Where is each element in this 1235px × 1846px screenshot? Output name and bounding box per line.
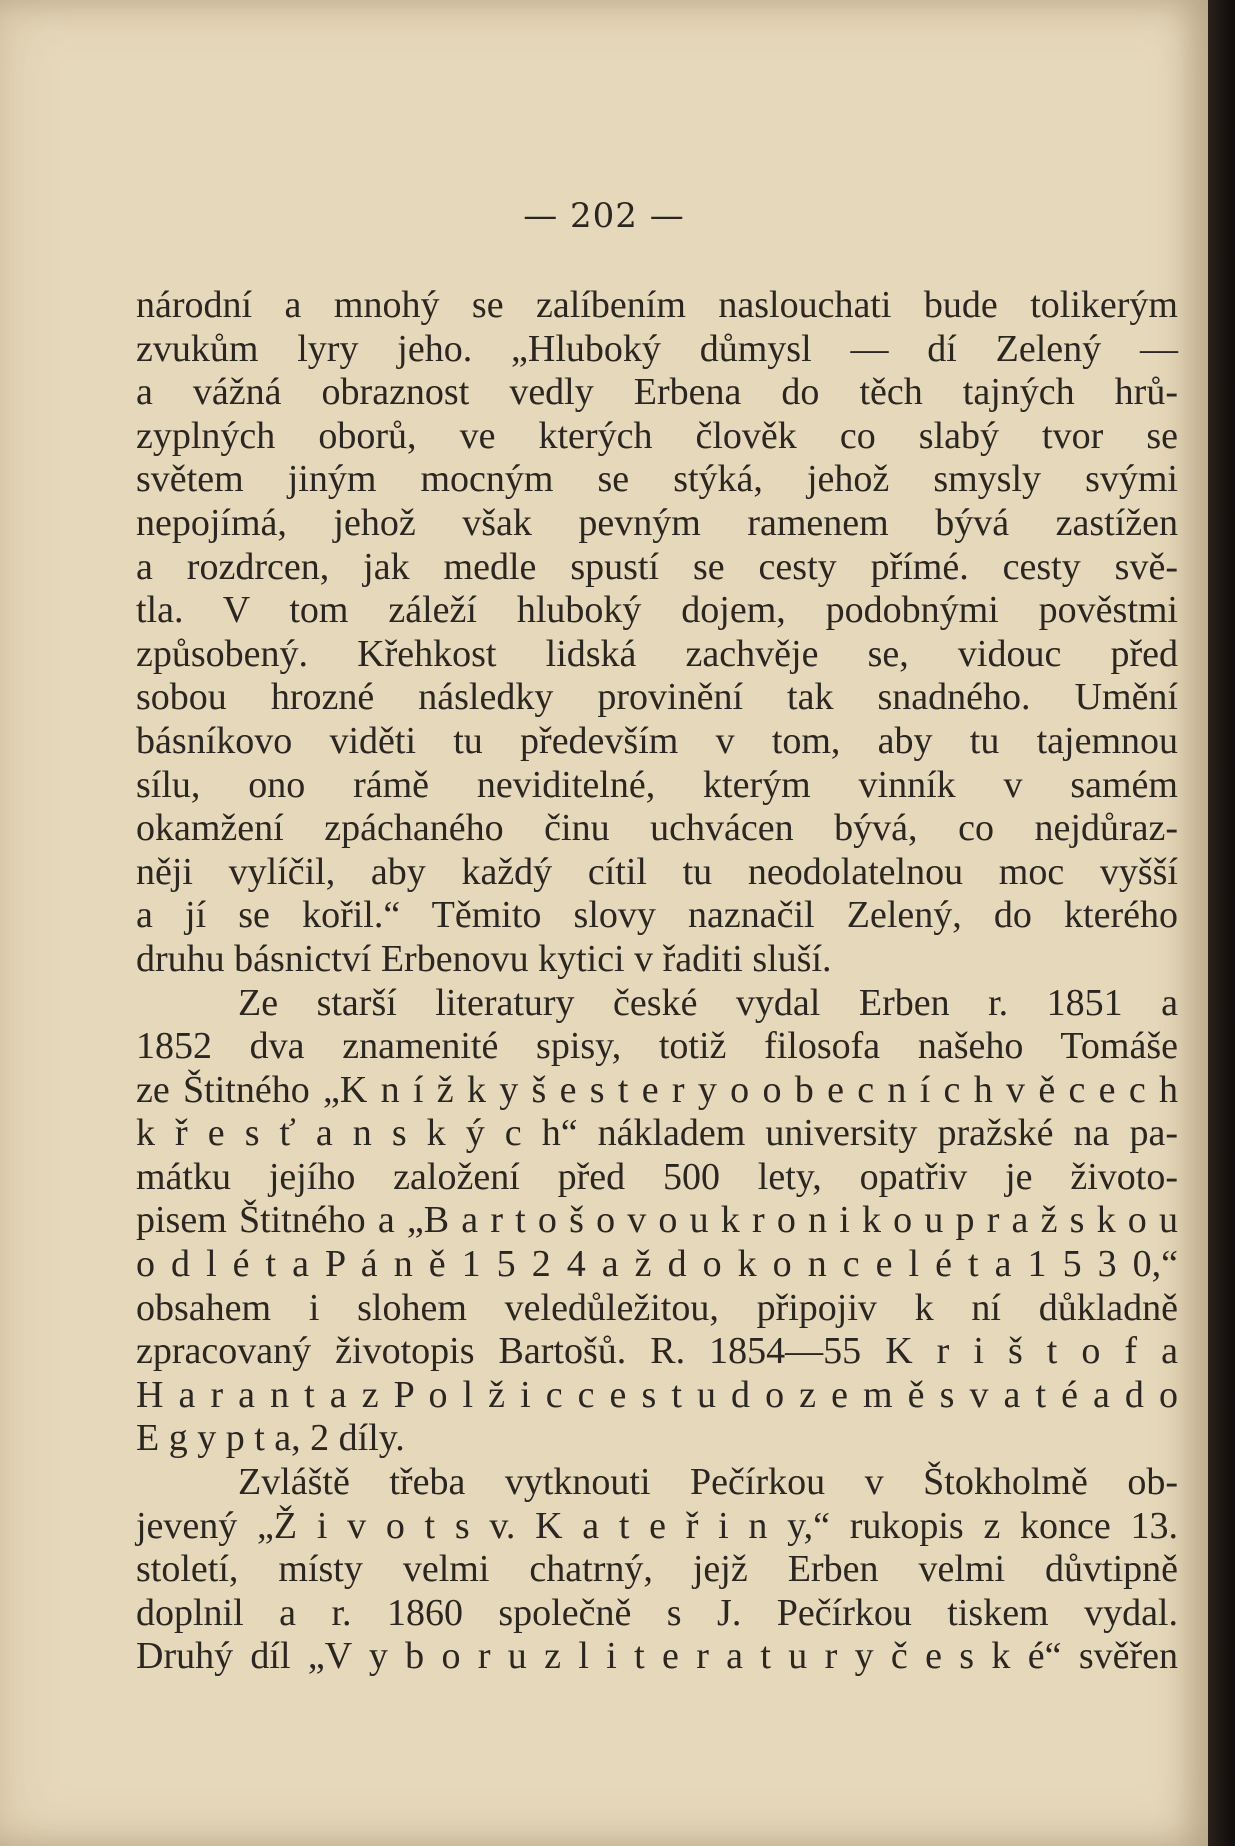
text-line: něji vylíčil, aby každý cítil tu neodolatelnou moc vyšší	[136, 850, 1178, 893]
text-line: a rozdrcen, jak medle spustí se cesty přímé. cesty svě-	[136, 545, 1178, 588]
text-line: ze Štitného „K n í ž k y š e s t e r y o o b e c n í c h v ě c e c h	[136, 1068, 1178, 1111]
text-line: a jí se kořil.“ Těmito slovy naznačil Zelený, do kterého	[136, 894, 1178, 937]
text-line: a vážná obraznost vedly Erbena do těch tajných hrů-	[136, 371, 1178, 414]
text-line: okamžení zpáchaného činu uchvácen bývá, co nejdůraz-	[136, 807, 1178, 850]
text-line: H a r a n t a z P o l ž i c c e s t u d o z e m ě s v a t é a d o	[136, 1373, 1178, 1416]
text-line: zvukům lyry jeho. „Hluboký důmysl — dí Zelený —	[136, 327, 1178, 370]
text-line: Druhý díl „V y b o r u z l i t e r a t u r y č e s k é“ svěřen	[136, 1635, 1178, 1678]
text-line: doplnil a r. 1860 společně s J. Pečírkou tiskem vydal.	[136, 1591, 1178, 1634]
text-line: sobou hrozné následky provinění tak snadného. Umění	[136, 676, 1178, 719]
text-line: způsobený. Křehkost lidská zachvěje se, vidouc před	[136, 632, 1178, 675]
text-line: k ř e s ť a n s k ý c h“ nákladem university pražské na pa-	[136, 1112, 1178, 1155]
text-line: jevený „Ž i v o t s v. K a t e ř i n y,“ rukopis z konce 13.	[136, 1504, 1178, 1547]
text-line: zpracovaný životopis Bartošů. R. 1854—55 K r i š t o f a	[136, 1330, 1178, 1373]
text-line: národní a mnohý se zalíbením naslouchati bude tolikerým	[136, 284, 1178, 326]
text-line: Zvláště třeba vytknouti Pečírkou v Štokholmě ob-	[238, 1461, 1178, 1504]
page-number: — 202 —	[523, 196, 685, 236]
text-line: básníkovo viděti tu především v tom, aby tu tajemnou	[136, 719, 1178, 762]
book-spine-edge	[1208, 0, 1235, 1846]
text-line: Ze starší literatury české vydal Erben r. 1851 a	[238, 981, 1178, 1024]
text-line: zyplných oborů, ve kterých člověk co slabý tvor se	[136, 414, 1178, 457]
text-line: E g y p t a, 2 díly.	[136, 1417, 405, 1460]
text-line: sílu, ono rámě neviditelné, kterým vinník v samém	[136, 763, 1178, 806]
text-line: nepojímá, jehož však pevným ramenem bývá zastížen	[136, 501, 1178, 544]
text-line: mátku jejího založení před 500 lety, opatřiv je životo-	[136, 1155, 1178, 1198]
text-line: o d l é t a P á n ě 1 5 2 4 a ž d o k o n c e l é t a 1 5 3 0,“	[136, 1243, 1178, 1286]
text-line: obsahem i slohem veledůležitou, připojiv k ní důkladně	[136, 1286, 1178, 1329]
text-line: tla. V tom záleží hluboký dojem, podobnými pověstmi	[136, 589, 1178, 632]
text-line: druhu básnictví Erbenovu kytici v řaditi sluší.	[136, 937, 832, 980]
text-line: světem jiným mocným se stýká, jehož smysly svými	[136, 458, 1178, 501]
text-line: století, místy velmi chatrný, jejž Erben velmi důvtipně	[136, 1548, 1178, 1591]
text-line: 1852 dva znamenité spisy, totiž filosofa našeho Tomáše	[136, 1025, 1178, 1068]
text-line: pisem Štitného a „B a r t o š o v o u k r o n i k o u p r a ž s k o u	[136, 1199, 1178, 1242]
body-text	[136, 284, 1178, 1679]
